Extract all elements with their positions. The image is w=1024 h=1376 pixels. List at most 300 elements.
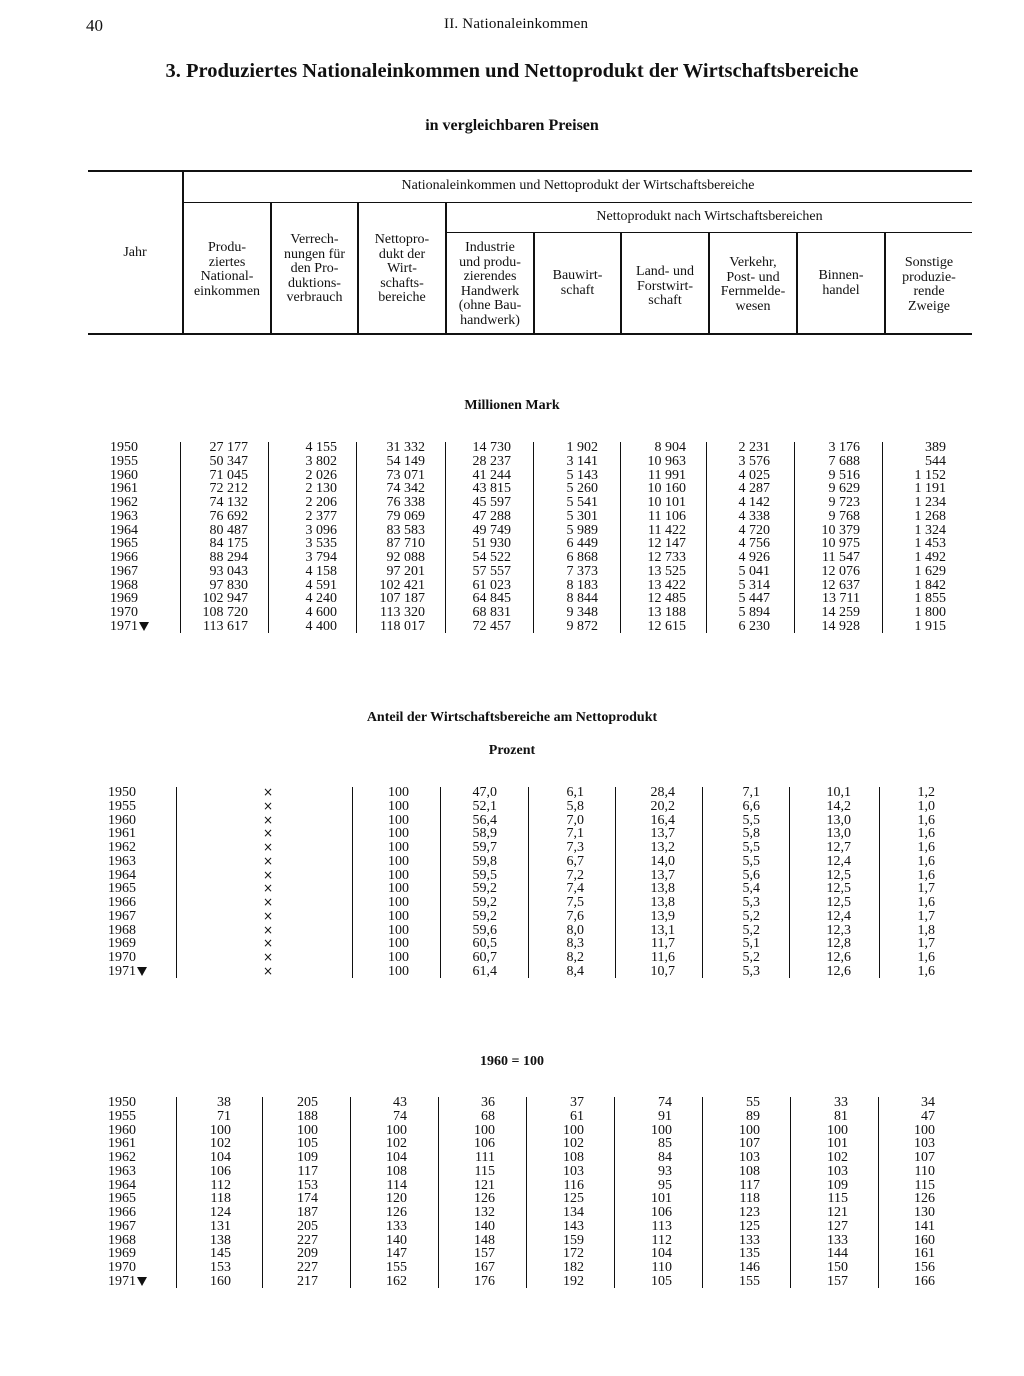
table-cell: 4 025 (738, 467, 770, 483)
table-cell: 103 (914, 1136, 935, 1152)
table-cell: 205 (297, 1095, 318, 1110)
year-label: 1968 (108, 1232, 136, 1248)
table-cell: 79 069 (386, 508, 425, 524)
col-nettoprodukt (329, 786, 409, 979)
table-cell: 141 (914, 1218, 935, 1234)
table-cell: 146 (739, 1260, 760, 1275)
year-label: 1971 (108, 963, 136, 979)
table-cell: 106 (474, 1136, 495, 1152)
table-cell: 76 338 (386, 495, 425, 510)
table-cell: 54 522 (472, 550, 511, 565)
table-cell: 111 (475, 1150, 495, 1165)
col-binnenhandel (780, 441, 860, 634)
table-cell: 91 (658, 1108, 672, 1124)
year-label: 1966 (108, 895, 136, 910)
section-title-mio-mark: Millionen Mark (464, 398, 560, 413)
table-cell: 28 237 (472, 453, 511, 469)
table-cell: 5,4 (742, 881, 760, 897)
table-cell: 4 158 (305, 563, 337, 579)
table-cell: 1 492 (914, 550, 946, 565)
table-cell: 4 926 (738, 550, 770, 565)
table-cell: 102 (386, 1136, 407, 1152)
table-cell: 12,5 (826, 867, 851, 883)
table-cell: 115 (474, 1163, 495, 1179)
table-cell: 107 (739, 1136, 760, 1152)
table-cell: 140 (386, 1232, 407, 1248)
year-cell (108, 951, 168, 965)
table-cell: 9 629 (828, 481, 860, 497)
table-title: 3. Produziertes Nationaleinkommen und Nettoprodukt der Wirtschaftsbereiche (165, 60, 859, 82)
year-label: 1970 (110, 605, 138, 620)
table-cell: 5 301 (566, 508, 598, 524)
table-cell: 108 (739, 1163, 760, 1179)
year-label: 1970 (108, 950, 136, 965)
year-cell (110, 469, 170, 483)
table-cell: 14 259 (821, 605, 860, 620)
not-applicable-mark: × (262, 908, 274, 923)
col-land-forstwirtschaft (606, 441, 686, 634)
table-cell: 100 (388, 853, 409, 869)
table-cell: 12,4 (826, 853, 851, 869)
table-cell: 108 (386, 1163, 407, 1179)
year-cell (110, 482, 170, 496)
year-cell (110, 592, 170, 606)
table-cell: 49 749 (472, 522, 511, 538)
table-cell: 47 288 (472, 508, 511, 524)
year-label: 1969 (108, 1246, 136, 1262)
table-cell: 14,2 (826, 798, 851, 814)
table-cell: 1,2 (917, 785, 935, 800)
table-cell: 100 (914, 1122, 935, 1138)
table-cell: 5,1 (742, 936, 760, 952)
table-cell: 166 (914, 1273, 935, 1289)
table-cell: 100 (388, 936, 409, 952)
table-cell: 5 260 (566, 481, 598, 497)
year-label: 1961 (110, 481, 138, 497)
table-cell: 161 (914, 1246, 935, 1262)
table-cell: 5 894 (738, 605, 770, 620)
table-cell: 80 487 (209, 522, 248, 538)
year-cell (108, 786, 168, 800)
table-cell: 8,3 (566, 936, 584, 952)
table-cell: 43 815 (472, 481, 511, 497)
table-cell: 104 (210, 1150, 231, 1165)
col-land-forstwirtschaft (592, 1096, 672, 1289)
table-cell: 13 525 (647, 563, 686, 579)
table-cell: 5,3 (742, 963, 760, 979)
table-cell: 6,6 (742, 798, 760, 814)
year-cell (110, 606, 170, 620)
year-cell (108, 882, 168, 896)
table-cell: 1 191 (914, 481, 946, 497)
table-cell: 159 (563, 1232, 584, 1248)
table-cell: 127 (827, 1218, 848, 1234)
table-cell: 126 (914, 1191, 935, 1207)
year-label: 1970 (108, 1260, 136, 1275)
table-cell: 104 (386, 1150, 407, 1165)
table-cell: 84 175 (209, 536, 248, 552)
not-applicable-mark: × (262, 922, 274, 937)
header-col-9: Sonstige produzie- rende Zweige (902, 255, 956, 314)
year-label: 1965 (108, 1191, 136, 1207)
col-industrie (415, 1096, 495, 1289)
table-cell: 3 576 (738, 453, 770, 469)
table-cell: 7,1 (742, 785, 760, 800)
header-group-sub: Nettoprodukt nach Wirtschaftsbereichen (596, 209, 823, 224)
table-cell: 112 (210, 1177, 231, 1193)
table-cell: 12 147 (647, 536, 686, 552)
year-label: 1967 (108, 908, 136, 924)
year-label: 1967 (108, 1218, 136, 1234)
table-cell: 55 (746, 1095, 760, 1110)
table-cell: 1,6 (917, 963, 935, 979)
table-cell: 100 (388, 922, 409, 938)
section-title-index: 1960 = 100 (480, 1054, 544, 1069)
table-cell: 147 (386, 1246, 407, 1262)
table-cell: 61 (570, 1108, 584, 1124)
table-cell: 13,0 (826, 812, 851, 828)
table-cell: 4 756 (738, 536, 770, 552)
col-sonstige (855, 1096, 935, 1289)
table-cell: 103 (827, 1163, 848, 1179)
table-cell: 176 (474, 1273, 495, 1289)
year-label: 1964 (108, 867, 136, 883)
year-cell (110, 455, 170, 469)
table-cell: 132 (474, 1205, 495, 1220)
provisional-triangle-icon (137, 1277, 147, 1286)
table-cell: 1,6 (917, 812, 935, 828)
table-cell: 100 (388, 812, 409, 828)
table-cell: 153 (297, 1177, 318, 1193)
table-cell: 110 (651, 1260, 672, 1275)
table-cell: 61 023 (472, 577, 511, 593)
year-label: 1964 (110, 522, 138, 538)
table-cell: 1 324 (914, 522, 946, 538)
table-cell: 109 (297, 1150, 318, 1165)
col-produziertes-nationaleinkommen (168, 441, 248, 634)
table-cell: 68 831 (472, 605, 511, 620)
table-cell: 102 947 (202, 591, 248, 607)
table-cell: 10 101 (647, 495, 686, 510)
year-label: 1955 (108, 798, 136, 814)
table-cell: 38 (217, 1095, 231, 1110)
not-applicable-mark: × (262, 936, 274, 951)
table-cell: 131 (210, 1218, 231, 1234)
table-cell: 5,2 (742, 922, 760, 938)
year-label: 1950 (108, 785, 136, 800)
table-cell: 126 (386, 1205, 407, 1220)
table-cell: 1 629 (914, 563, 946, 579)
page-number: 40 (86, 16, 103, 35)
section-subtitle-prozent: Prozent (488, 743, 536, 758)
table-cell: 59,6 (472, 922, 497, 938)
table-cell: 5,5 (742, 812, 760, 828)
table-cell: 10 963 (647, 453, 686, 469)
table-cell: 4 155 (305, 440, 337, 455)
table-cell: 36 (481, 1095, 495, 1110)
table-cell: 74 342 (386, 481, 425, 497)
table-cell: 93 (658, 1163, 672, 1179)
table-cell: 3 141 (566, 453, 598, 469)
table-cell: 12,8 (826, 936, 851, 952)
table-cell: 140 (474, 1218, 495, 1234)
table-cell: 1 855 (914, 591, 946, 607)
table-cell: 72 457 (472, 618, 511, 634)
col-nettoprodukt (345, 441, 425, 634)
table-cell: 125 (739, 1218, 760, 1234)
table-cell: 1 152 (914, 467, 946, 483)
year-cell (108, 910, 168, 924)
table-cell: 54 149 (386, 453, 425, 469)
year-label: 1965 (110, 536, 138, 552)
table-cell: 100 (739, 1122, 760, 1138)
table-cell: 5,2 (742, 950, 760, 965)
not-applicable-mark: × (262, 895, 274, 909)
header-col-6: Land- und Forstwirt- schaft (636, 264, 694, 308)
year-label: 1961 (108, 1136, 136, 1152)
table-cell: 105 (297, 1136, 318, 1152)
table-cell: 4 287 (738, 481, 770, 497)
table-cell: 7 373 (566, 563, 598, 579)
table-cell: 172 (563, 1246, 584, 1262)
table-cell: 4 240 (305, 591, 337, 607)
table-cell: 8,0 (566, 922, 584, 938)
table-cell: 4 600 (305, 605, 337, 620)
year-label: 1967 (110, 563, 138, 579)
year-label: 1969 (108, 936, 136, 952)
table-cell: 83 583 (386, 522, 425, 538)
table-cell: 81 (834, 1108, 848, 1124)
table-cell: 1 453 (914, 536, 946, 552)
not-applicable-mark: × (262, 963, 274, 978)
table-cell: 12 485 (647, 591, 686, 607)
table-cell: 102 (827, 1150, 848, 1165)
header-col-3: Nettopro- dukt der Wirt- schafts- bereiche (374, 232, 430, 305)
table-cell: 100 (651, 1122, 672, 1138)
table-cell: 162 (386, 1273, 407, 1289)
table-cell: 174 (297, 1191, 318, 1207)
table-cell: 124 (210, 1205, 231, 1220)
year-label: 1960 (110, 467, 138, 483)
table-cell: 1,8 (917, 922, 935, 938)
table-cell: 37 (570, 1095, 584, 1110)
table-cell: 1 902 (566, 440, 598, 455)
table-cell: 102 421 (379, 577, 425, 593)
table-cell: 72 212 (209, 481, 248, 497)
table-cell: 100 (388, 826, 409, 842)
table-cell: 157 (474, 1246, 495, 1262)
table-cell: 5,8 (566, 798, 584, 814)
year-label: 1968 (108, 922, 136, 938)
table-cell: 10 160 (647, 481, 686, 497)
table-cell: 13,7 (650, 867, 675, 883)
col-verrechnungen (257, 441, 337, 634)
table-cell: 106 (210, 1163, 231, 1179)
table-cell: 3 176 (828, 440, 860, 455)
table-cell: 59,5 (472, 867, 497, 883)
provisional-triangle-icon (137, 967, 147, 976)
table-cell: 113 (651, 1218, 672, 1234)
year-cell (110, 441, 170, 455)
year-label: 1963 (108, 1163, 136, 1179)
year-cell (108, 827, 168, 841)
year-cell (110, 620, 170, 634)
table-cell: 100 (210, 1122, 231, 1138)
table-cell: 1,7 (917, 881, 935, 897)
table-cell: 113 617 (203, 618, 248, 634)
table-cell: 100 (388, 908, 409, 924)
table-cell: 11,7 (651, 936, 675, 952)
table-cell: 1,0 (917, 798, 935, 814)
table-cell: 133 (739, 1232, 760, 1248)
header-col-7: Verkehr, Post- und Fernmelde- wesen (720, 255, 786, 314)
header-col-4: Industrie und produ- zierendes Handwerk (ohne Bau- handwerk) (458, 240, 522, 328)
year-cell (110, 565, 170, 579)
table-cell: 58,9 (472, 826, 497, 842)
table-cell: 10 379 (821, 522, 860, 538)
table-cell: 5 989 (566, 522, 598, 538)
col-nettoprodukt (327, 1096, 407, 1289)
table-cell: 14,0 (650, 853, 675, 869)
table-cell: 115 (827, 1191, 848, 1207)
table-cell: 217 (297, 1273, 318, 1289)
table-cell: 100 (388, 785, 409, 800)
table-cell: 133 (827, 1232, 848, 1248)
col-verkehr (680, 786, 760, 979)
table-cell: 5,3 (742, 895, 760, 910)
table-cell: 41 244 (472, 467, 511, 483)
header-group-top: Nationaleinkommen und Nettoprodukt der Wirtschaftsbereiche (401, 178, 755, 193)
table-cell: 20,2 (650, 798, 675, 814)
not-applicable-mark: × (262, 798, 274, 813)
table-cell: 7,1 (566, 826, 584, 842)
table-subtitle: in vergleichbaren Preisen (425, 117, 599, 134)
table-cell: 13,8 (650, 895, 675, 910)
header-jahr: Jahr (123, 245, 147, 260)
year-cell (108, 800, 168, 814)
not-applicable-mark: × (262, 867, 274, 882)
table-cell: 126 (474, 1191, 495, 1207)
table-cell: 144 (827, 1246, 848, 1262)
table-cell: 5,5 (742, 840, 760, 855)
table-cell: 12,5 (826, 895, 851, 910)
table-cell: 31 332 (386, 440, 425, 455)
table-cell: 103 (563, 1163, 584, 1179)
table-cell: 28,4 (650, 785, 675, 800)
table-cell: 10,1 (826, 785, 851, 800)
year-column (108, 786, 168, 979)
table-cell: 120 (386, 1191, 407, 1207)
table-cell: 156 (914, 1260, 935, 1275)
year-cell (108, 896, 168, 910)
table-cell: 8 183 (566, 577, 598, 593)
table-cell: 100 (388, 950, 409, 965)
table-cell: 110 (914, 1163, 935, 1179)
table-cell: 107 187 (379, 591, 425, 607)
header-top-rule (88, 170, 972, 172)
table-cell: 9 516 (828, 467, 860, 483)
year-label: 1971 (110, 618, 138, 634)
table-cell: 5 314 (738, 577, 770, 593)
year-label: 1955 (110, 453, 138, 469)
col-binnenhandel (768, 1096, 848, 1289)
table-cell: 43 (393, 1095, 407, 1110)
col-verkehr (680, 1096, 760, 1289)
table-cell: 71 045 (209, 467, 248, 483)
table-cell: 60,5 (472, 936, 497, 952)
table-cell: 10 975 (821, 536, 860, 552)
table-cell: 1,6 (917, 867, 935, 883)
header-bottom-rule (88, 333, 972, 335)
table-cell: 192 (563, 1273, 584, 1289)
table-cell: 138 (210, 1232, 231, 1248)
table-cell: 7,6 (566, 908, 584, 924)
table-cell: 89 (746, 1108, 760, 1124)
year-cell (110, 496, 170, 510)
table-cell: 56,4 (472, 812, 497, 828)
table-cell: 11 991 (648, 467, 686, 483)
table-cell: 6 449 (566, 536, 598, 552)
table-cell: 108 720 (202, 605, 248, 620)
table-cell: 85 (658, 1136, 672, 1152)
section-title-anteil: Anteil der Wirtschaftsbereiche am Nettoprodukt (366, 710, 658, 725)
table-cell: 150 (827, 1260, 848, 1275)
table-cell: 125 (563, 1191, 584, 1207)
table-cell: 14 928 (821, 618, 860, 634)
table-cell: 7,0 (566, 812, 584, 828)
not-applicable-column (248, 786, 288, 979)
table-cell: 1,6 (917, 840, 935, 855)
table-cell: 100 (388, 867, 409, 883)
table-cell: 13 422 (647, 577, 686, 593)
table-cell: 5,5 (742, 853, 760, 869)
year-label: 1971 (108, 1273, 136, 1289)
table-cell: 133 (386, 1218, 407, 1234)
table-cell: 7,5 (566, 895, 584, 910)
table-cell: 100 (563, 1122, 584, 1138)
table-cell: 2 377 (305, 508, 337, 524)
table-cell: 116 (563, 1177, 584, 1193)
col-land-forstwirtschaft (595, 786, 675, 979)
not-applicable-mark: × (262, 812, 274, 827)
table-cell: 59,2 (472, 908, 497, 924)
table-cell: 74 (658, 1095, 672, 1110)
table-cell: 4 338 (738, 508, 770, 524)
table-cell: 1 234 (914, 495, 946, 510)
table-cell: 12 076 (821, 563, 860, 579)
table-cell: 544 (925, 453, 946, 469)
table-cell: 112 (651, 1232, 672, 1248)
col-bauwirtschaft (504, 786, 584, 979)
table-cell: 167 (474, 1260, 495, 1275)
column-rule (176, 787, 177, 978)
table-cell: 60,7 (472, 950, 497, 965)
table-cell: 117 (739, 1177, 760, 1193)
table-cell: 1 268 (914, 508, 946, 524)
table-cell: 117 (297, 1163, 318, 1179)
table-cell: 5,2 (742, 908, 760, 924)
table-cell: 5 541 (566, 495, 598, 510)
table-cell: 68 (481, 1108, 495, 1124)
table-cell: 4 142 (738, 495, 770, 510)
col-bauwirtschaft (504, 1096, 584, 1289)
provisional-triangle-icon (139, 622, 149, 631)
col-produziertes-nationaleinkommen (151, 1096, 231, 1289)
table-cell: 1,6 (917, 853, 935, 869)
table-cell: 50 347 (209, 453, 248, 469)
table-cell: 12,4 (826, 908, 851, 924)
table-cell: 106 (651, 1205, 672, 1220)
